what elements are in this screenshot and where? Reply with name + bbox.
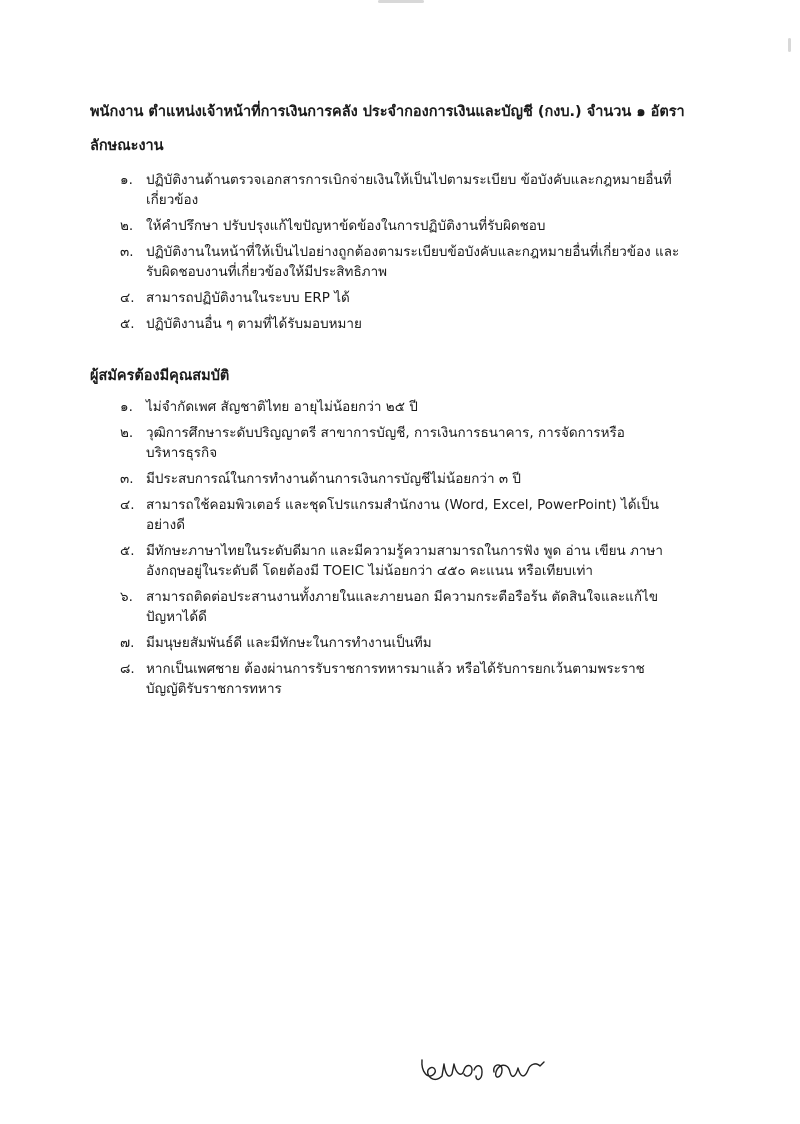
list-item <box>120 469 680 489</box>
item-number: ๑. <box>120 399 133 415</box>
item-number: ๘. <box>120 661 135 677</box>
duties-section-title: ลักษณะงาน <box>90 138 164 154</box>
page-title: พนักงาน ตำแหน่งเจ้าหน้าที่การเงินการคลัง ประจำกองการเงินและบัญชี (กงบ.) จำนวน ๑ อัตรา <box>90 104 685 120</box>
item-text: มีมนุษยสัมพันธ์ดี และมีทักษะในการทำงานเป็นทีม <box>146 635 432 651</box>
list-item <box>120 216 680 236</box>
item-text: วุฒิการศึกษาระดับปริญญาตรี สาขาการบัญชี, การเงินการธนาคาร, การจัดการหรือบริหารธุรกิจ <box>146 425 625 461</box>
list-item <box>120 314 680 334</box>
list-item <box>120 170 680 210</box>
list-item <box>120 397 680 417</box>
item-number: ๕. <box>120 543 135 559</box>
list-item <box>120 288 680 308</box>
scan-mark-right <box>788 38 791 52</box>
item-text: สามารถติดต่อประสานงานทั้งภายในและภายนอก มีความกระตือรือร้น ตัดสินใจและแก้ไขปัญหาได้ดี <box>146 589 659 625</box>
list-item <box>120 659 680 699</box>
list-item <box>120 242 680 282</box>
item-text: มีประสบการณ์ในการทำงานด้านการเงินการบัญชีไม่น้อยกว่า ๓ ปี <box>146 471 521 487</box>
item-number: ๕. <box>120 316 135 332</box>
item-number: ๓. <box>120 244 134 260</box>
handwritten-signature <box>418 1050 548 1090</box>
item-text: หากเป็นเพศชาย ต้องผ่านการรับราชการทหารมาแล้ว หรือได้รับการยกเว้นตามพระราชบัญญัติรับราชการทหาร <box>146 661 645 697</box>
duties-list <box>120 170 680 340</box>
list-item <box>120 423 680 463</box>
item-text: มีทักษะภาษาไทยในระดับดีมาก และมีความรู้ความสามารถในการฟัง พูด อ่าน เขียน ภาษาอังกฤษอยู่ในระดับดี โดยต้องมี TOEIC ไม่น้อยกว่า ๔๕๐ คะแนน หรือเทียบเท่า <box>146 543 663 579</box>
qualifications-list <box>120 397 680 705</box>
list-item <box>120 587 680 627</box>
item-number: ๔. <box>120 497 135 513</box>
qualifications-section-title: ผู้สมัครต้องมีคุณสมบัติ <box>90 368 230 384</box>
item-text: ปฏิบัติงานในหน้าที่ให้เป็นไปอย่างถูกต้องตามระเบียบข้อบังคับและกฎหมายอื่นที่เกี่ยวข้อง และรับผิดชอบงานที่เกี่ยวข้องให้มีประสิทธิภาพ <box>146 244 680 280</box>
item-text: สามารถใช้คอมพิวเตอร์ และชุดโปรแกรมสำนักงาน (Word, Excel, PowerPoint) ได้เป็นอย่างดี <box>146 497 659 533</box>
item-number: ๑. <box>120 172 133 188</box>
item-number: ๓. <box>120 471 134 487</box>
item-text: ไม่จำกัดเพศ สัญชาติไทย อายุไม่น้อยกว่า ๒๕ ปี <box>146 399 418 415</box>
item-text: ให้คำปรึกษา ปรับปรุงแก้ไขปัญหาข้ดข้องในการปฏิบัติงานที่รับผิดชอบ <box>146 218 546 234</box>
item-number: ๖. <box>120 589 133 605</box>
item-number: ๗. <box>120 635 135 651</box>
list-item <box>120 633 680 653</box>
item-number: ๒. <box>120 218 134 234</box>
item-text: ปฏิบัติงานอื่น ๆ ตามที่ได้รับมอบหมาย <box>146 316 362 332</box>
item-number: ๒. <box>120 425 134 441</box>
list-item <box>120 541 680 581</box>
item-number: ๔. <box>120 290 135 306</box>
list-item <box>120 495 680 535</box>
scan-mark-top <box>378 0 424 3</box>
item-text: สามารถปฏิบัติงานในระบบ ERP ได้ <box>146 290 350 306</box>
item-text: ปฏิบัติงานด้านตรวจเอกสารการเบิกจ่ายเงินให้เป็นไปตามระเบียบ ข้อบังคับและกฎหมายอื่นที่เกี่ยวข้อง <box>146 172 672 208</box>
